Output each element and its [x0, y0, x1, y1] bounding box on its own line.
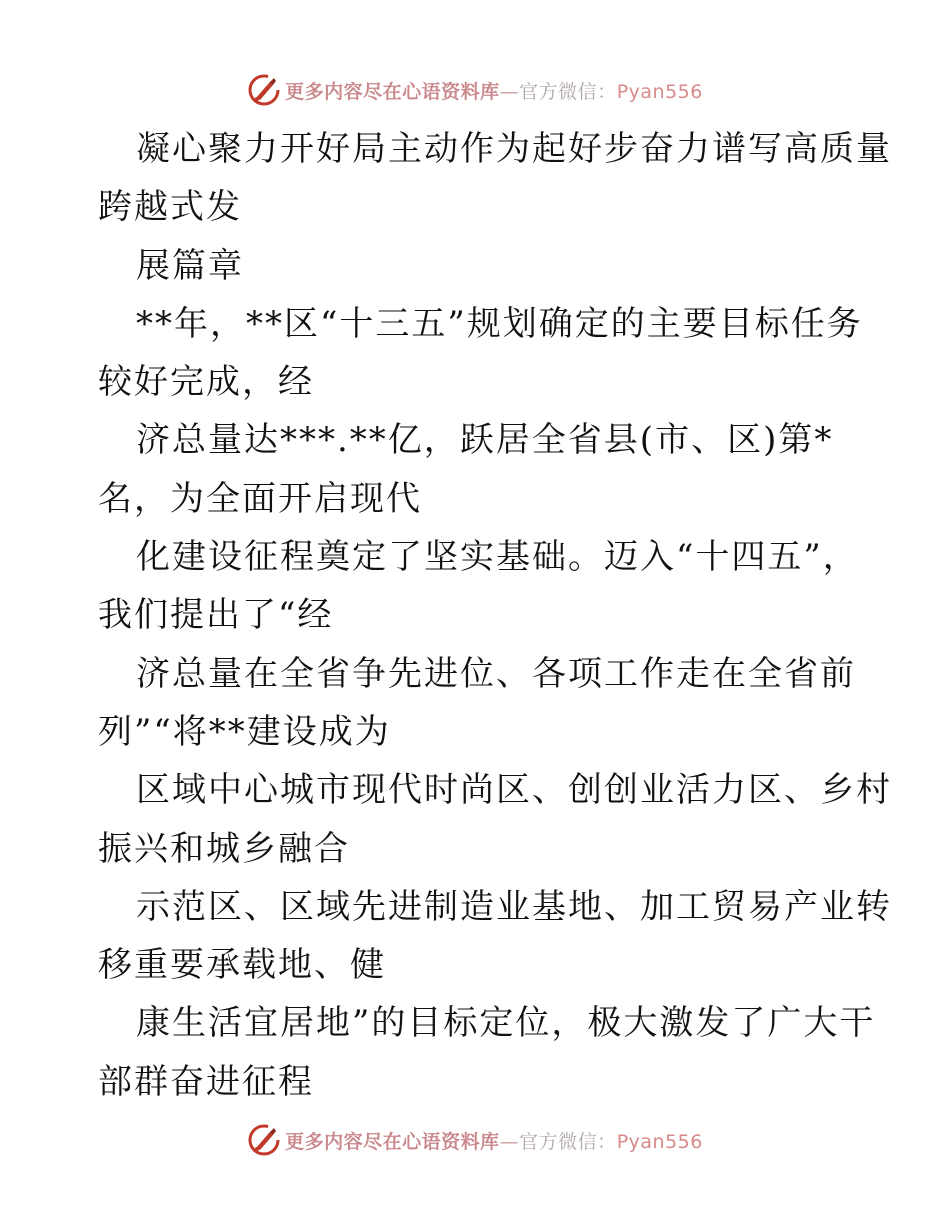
- footer-banner-text: [285, 1127, 703, 1154]
- document-line: 凝心聚力开好局主动作为起好步奋力谱写高质量: [136, 129, 892, 169]
- document-line: 我们提出了“经: [98, 595, 334, 636]
- document-line: 列”“将**建设成为: [98, 711, 391, 752]
- header-library-text: 更多内容尽在心语资料库: [285, 80, 500, 103]
- document-line: 较好完成，经: [98, 362, 314, 403]
- document-line: 移重要承载地、健: [98, 945, 386, 986]
- document-line: 跨越式发: [98, 187, 242, 228]
- footer-separator: —: [499, 1130, 520, 1153]
- document-line: 化建设征程奠定了坚实基础。迈入“十四五”，: [136, 537, 859, 578]
- header-banner: [0, 70, 950, 110]
- document-line: 部群奋进征程: [98, 1061, 314, 1102]
- document-line: 名，为全面开启现代: [98, 478, 422, 519]
- footer-library-text: 更多内容尽在心语资料库: [285, 1130, 500, 1153]
- document-line: 康生活宜居地”的目标定位，极大激发了广大干: [136, 1003, 876, 1044]
- header-banner-text: [285, 77, 703, 104]
- footer-wechat-label: 官方微信：: [519, 1130, 617, 1153]
- document-line: 济总量达***.**亿，跃居全省县(市、区)第*: [136, 420, 834, 461]
- header-separator: —: [499, 80, 520, 103]
- document-line: 区域中心城市现代时尚区、创创业活力区、乡村: [136, 770, 892, 811]
- document-line: 示范区、区域先进制造业基地、加工贸易产业转: [136, 886, 892, 927]
- quill-pen-logo-icon: [247, 73, 281, 107]
- header-wechat-label: 官方微信：: [519, 80, 617, 103]
- quill-pen-logo-icon: [247, 1123, 281, 1157]
- footer-banner: [0, 1120, 950, 1160]
- document-line: 展篇章: [136, 245, 244, 286]
- document-line: 济总量在全省争先进位、各项工作走在全省前: [136, 653, 856, 694]
- document-body: [98, 120, 892, 1111]
- document-line: **年，**区“十三五”规划确定的主要目标任务: [136, 303, 863, 344]
- footer-wechat-id: Pyan556: [616, 1130, 703, 1153]
- header-wechat-id: Pyan556: [616, 80, 703, 103]
- document-line: 振兴和城乡融合: [98, 828, 350, 869]
